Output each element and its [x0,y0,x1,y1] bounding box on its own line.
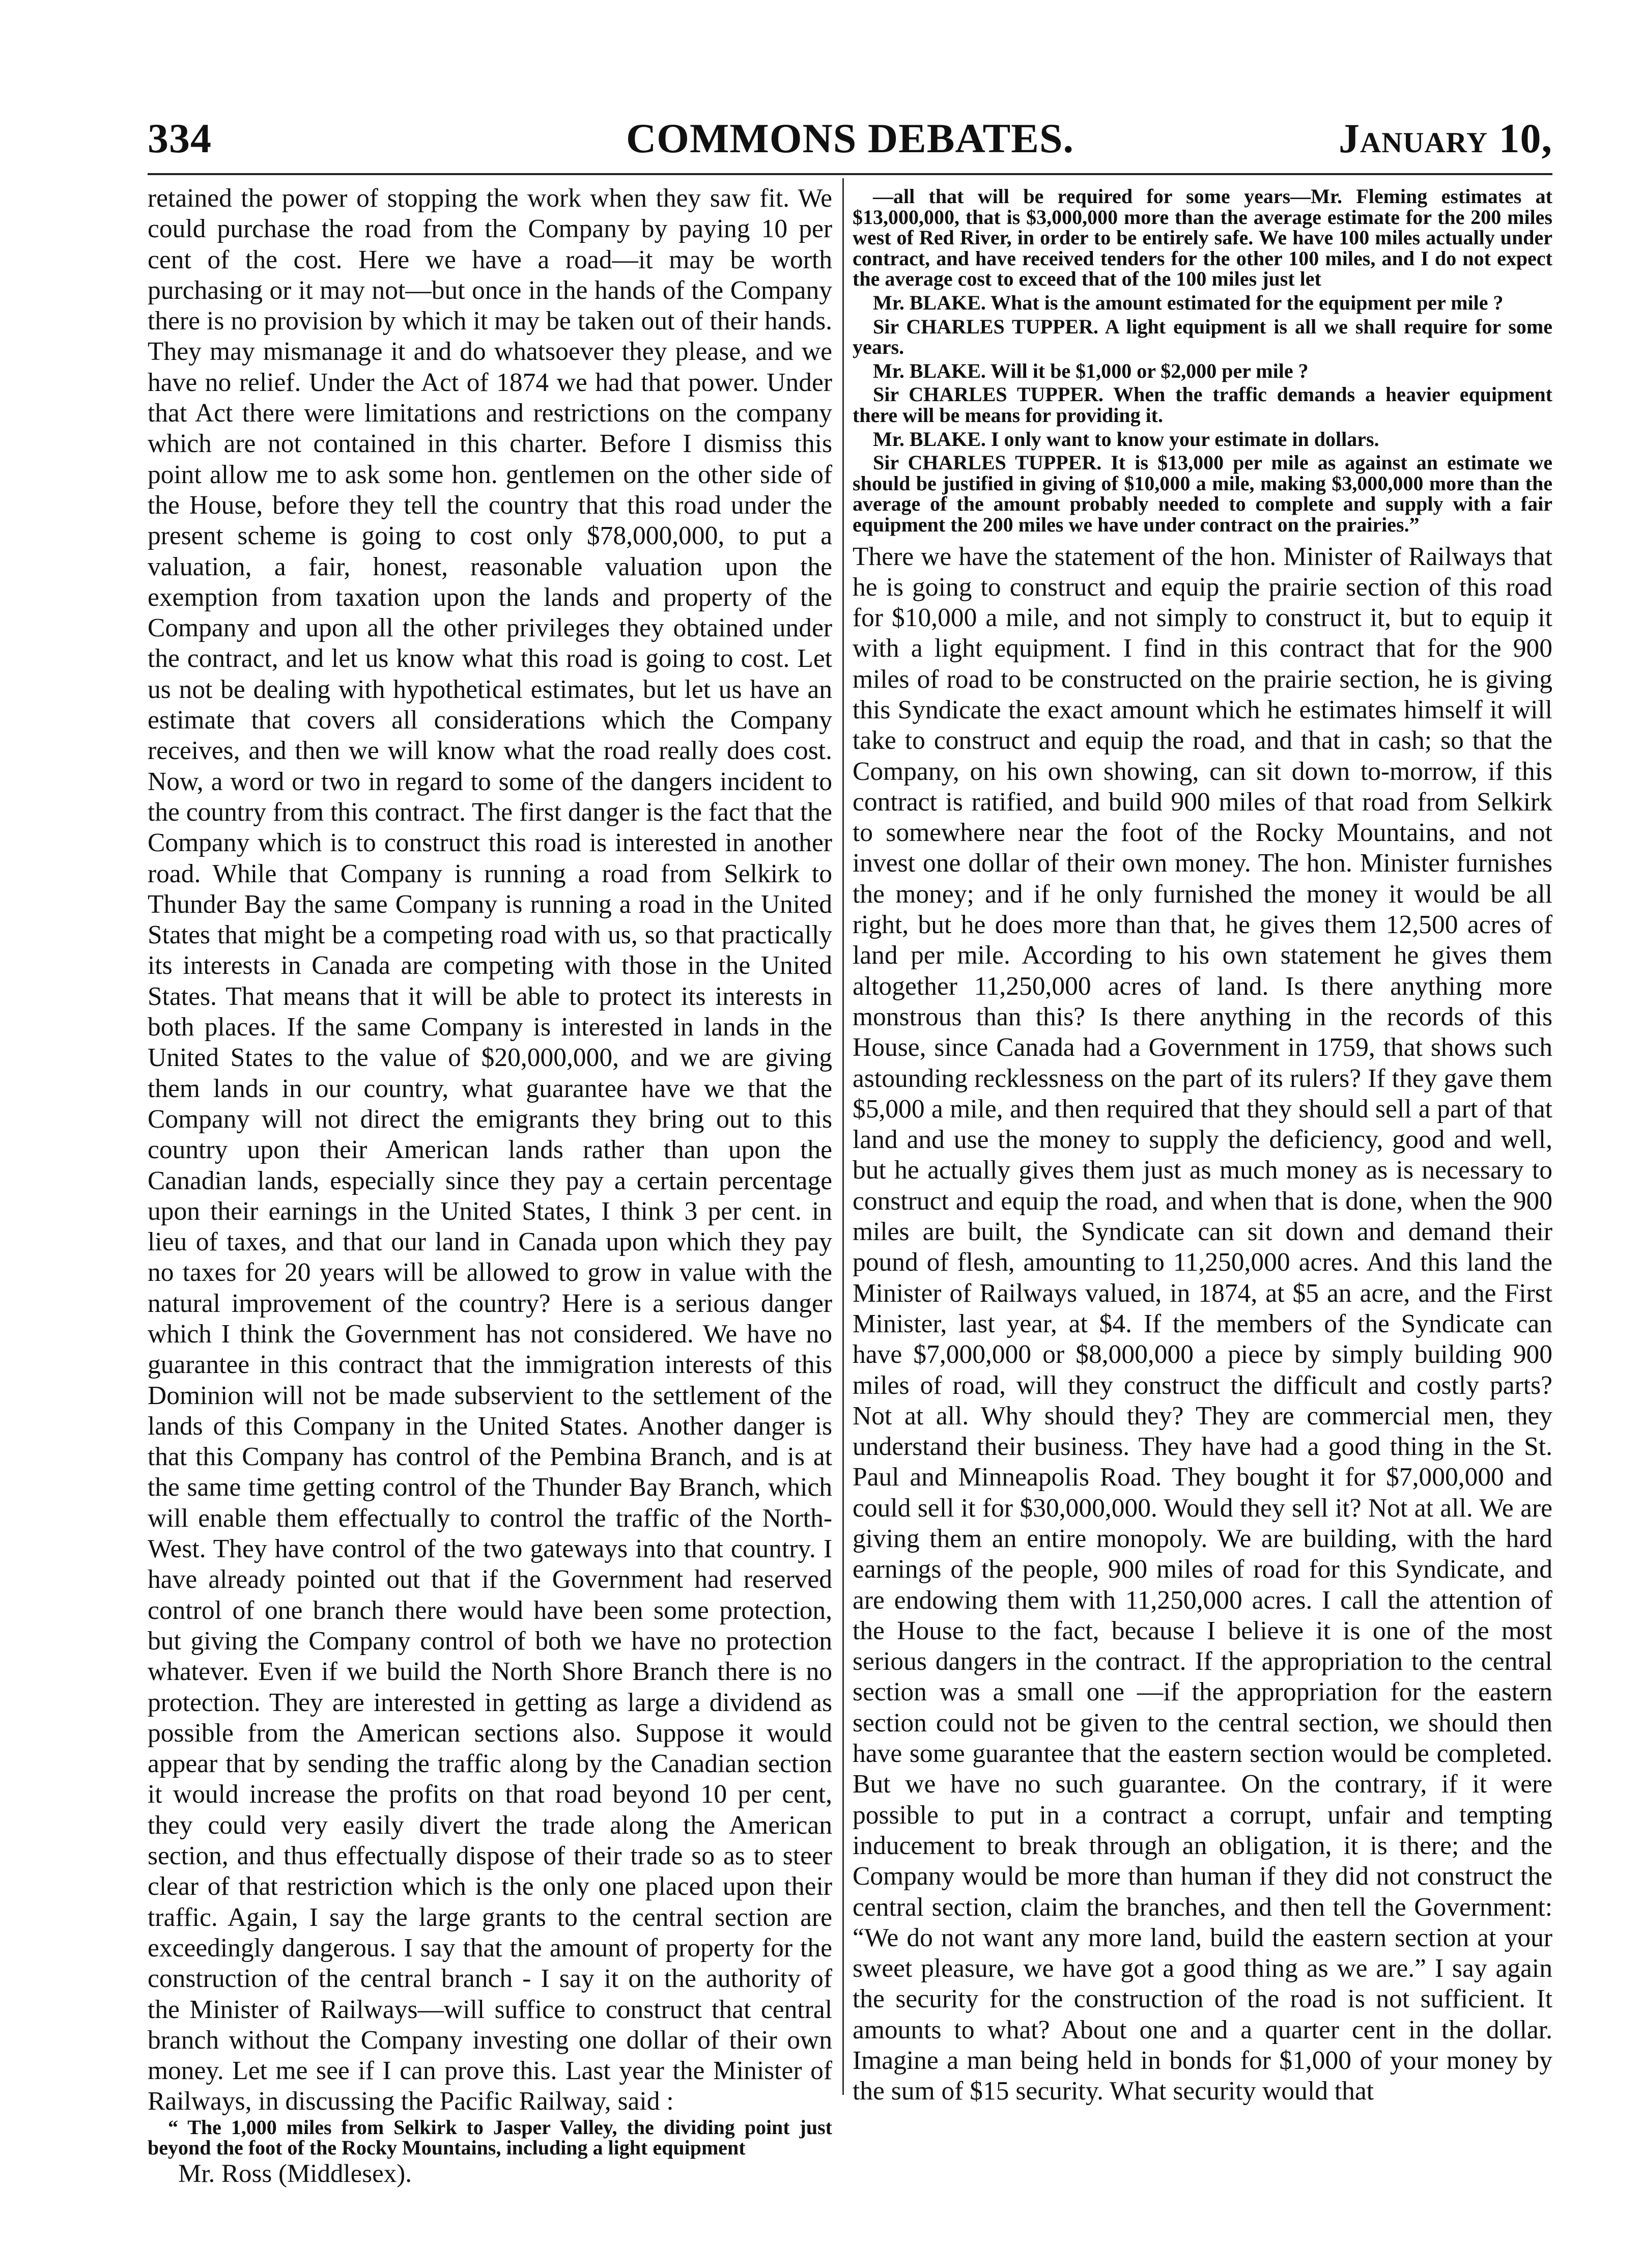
quote-line: Sir CHARLES TUPPER. When the traffic demands a heavier equipment there will be means for providing it. [853,383,1552,427]
quote-line: —all that will be required for some years—Mr. Fleming estimates at $13,000,000, that is $3,000,000 more than the average estimate for the 200 miles west of Red River, in order to be entirely safe. We have 100 miles actually under contract, and have received tenders for the other 100 miles, and I do not expect the average cost to exceed that of the 100 miles just let [853,185,1552,291]
quoted-exchange [853,186,1552,536]
right-column [853,183,1552,2107]
right-paragraph: There we have the statement of the hon. Minister of Railways that he is going to construct and equip the prairie section of this road for $10,000 a mile, and not simply to construct it, but to equip it with a light equipment. I find in this contract that for the 900 miles of road to be constructed on the prairie section, he is giving this Syndicate the exact amount which he estimates himself it will take to construct and equip the road, and that in cash; so that the Company, on his own showing, can sit down to-morrow, if this contract is ratified, and build 900 miles of that road from Selkirk to somewhere near the foot of the Rocky Mountains, and not invest one dollar of their own money. The hon. Minister furnishes the money; and if he only furnished the money it would be all right, but he does more than that, he gives them 12,500 acres of land per mile. According to his own statement he gives them altogether 11,250,000 acres of land. Is there anything more monstrous than this? Is there anything in the records of this House, since Canada had a Government in 1759, that shows such astounding recklessness on the part of its rulers? If they gave them $5,000 a mile, and then required that they should sell a part of that land and use the money to supply the deficiency, good and well, but he actually gives them just as much money as is necessary to construct and equip the road, and when that is done, when the 900 miles are built, the Syndicate can sit down and demand their pound of flesh, amounting to 11,250,000 acres. And this land the Minister of Railways valued, in 1874, at $5 an acre, and the First Minister, last year, at $4. If the members of the Syndicate can have $7,000,000 or $8,000,000 a piece by simply building 900 miles of road, will they construct the difficult and costly parts? Not at all. Why should they? They are commercial men, they understand their business. They have had a good thing in the St. Paul and Minneapolis Road. They bought it for $7,000,000 and could sell it for $30,000,000. Would they sell it? Not at all. We are giving them an entire monopoly. We are building, with the hard earnings of the people, 900 miles of road for this Syndicate, and are endowing them with 11,250,000 acres. I call the attention of the House to the fact, because I believe it is one of the most serious dangers in the contract. If the appropriation to the central section was a small one —if the appropriation for the eastern section could not be given to the central section, we should then have some guarantee that the eastern section would be completed. But we have no such guarantee. On the contrary, if it were possible to put in a contract a corrupt, unfair and tempting inducement to break through an obligation, it is there; and the Company would be more than human if they did not construct the central section, claim the branches, and then tell the Government: “We do not want any more land, build the eastern section at your sweet pleasure, we have got a good thing as we are.” I say again the security for the construction of the road is not sufficient. It amounts to what? About one and a quarter cent in the dollar. Imagine a man being held in bonds for $1,000 of your money by the sum of $15 security. What security would that [853,542,1552,2106]
quote-line: Mr. BLAKE. Will it be $1,000 or $2,000 per mile ? [873,359,1309,382]
left-column [148,183,832,2189]
quote-line: Mr. BLAKE. I only want to know your estimate in dollars. [873,427,1379,451]
page-header [148,113,1552,164]
left-quote: “ The 1,000 miles from Selkirk to Jasper Valley, the dividing point just beyond the foot of the Rocky Mountains, including a light equipment [148,2115,832,2160]
column-divider [842,178,844,2095]
header-rule [148,173,1552,175]
quote-line: Mr. BLAKE. What is the amount estimated for the equipment per mile ? [873,291,1504,314]
quote-line: Sir CHARLES TUPPER. It is $13,000 per mile as against an estimate we should be justified in giving of $10,000 a mile, making $3,000,000 more than the average of the amount probably needed to complete and supply with a fair equipment the 200 miles we have under contract on the prairies.” [853,451,1552,536]
page-number: 334 [148,115,212,161]
quote-line: Sir CHARLES TUPPER. A light equipment is all we shall require for some years. [853,315,1552,359]
publication-title: COMMONS DEBATES. [626,115,1074,161]
page-date: January 10, [1339,115,1552,161]
left-paragraph: retained the power of stopping the work when they saw fit. We could purchase the road from the Company by paying 10 per cent of the cost. Here we have a road—it may be worth purchasing or it may not—but once in the hands of the Company there is no provision by which it may be taken out of their hands. They may mismanage it and do whatsoever they please, and we have no relief. Under the Act of 1874 we had that power. Under that Act there were limitations and restrictions on the company which are not contained in this charter. Before I dismiss this point allow me to ask some hon. gentlemen on the other side of the House, before they tell the country that this road under the present scheme is going to cost only $78,000,000, to put a valuation, a fair, honest, reasonable valuation upon the exemption from taxation upon the lands and property of the Company and upon all the other privileges they obtained under the contract, and let us know what this road is going to cost. Let us not be dealing with hypothetical estimates, but let us have an estimate that covers all considerations which the Company receives, and then we will know what the road really does cost. Now, a word or two in regard to some of the dangers incident to the country from this contract. The first danger is the fact that the Company which is to construct this road is interested in another road. While that Company is running a road from Selkirk to Thunder Bay the same Company is running a road in the United States that might be a competing road with us, so that practically its interests in Canada are competing with those in the United States. That means that it will be able to protect its interests in both places. If the same Company is interested in lands in the United States to the value of $20,000,000, and we are giving them lands in our country, what guarantee have we that the Company will not direct the emigrants they bring out to this country upon their American lands rather than upon the Canadian lands, especially since they pay a certain percentage upon their earnings in the United States, I think 3 per cent. in lieu of taxes, and that our land in Canada upon which they pay no taxes for 20 years will be allowed to grow in value with the natural improvement of the country? Here is a serious danger which I think the Government has not considered. We have no guarantee in this contract that the immigration interests of this Dominion will not be made subservient to the settlement of the lands of this Company in the United States. Another danger is that this Company has control of the Pembina Branch, and is at the same time getting control of the Thunder Bay Branch, which will enable them effectually to control the traffic of the North-West. They have control of the two gateways into that country. I have already pointed out that if the Government had reserved control of one branch there would have been some protection, but giving the Company control of both we have no protection whatever. Even if we build the North Shore Branch there is no protection. They are interested in getting as large a dividend as possible from the American sections also. Suppose it would appear that by sending the traffic along by the Canadian section it would increase the profits on that road beyond 10 per cent, they could very easily divert the trade along the American section, and thus effectually dispose of their trade so as to steer clear of that restriction which is the only one placed upon their traffic. Again, I say the large grants to the central section are exceedingly dangerous. I say that the amount of property for the construction of the central branch - I say it on the authority of the Minister of Railways—will suffice to construct that central branch without the Company investing one dollar of their own money. Let me see if I can prove this. Last year the Minister of Railways, in discussing the Pacific Railway, said : [148,184,832,2116]
speaker-footer: Mr. Ross (Middlesex). [178,2159,412,2188]
